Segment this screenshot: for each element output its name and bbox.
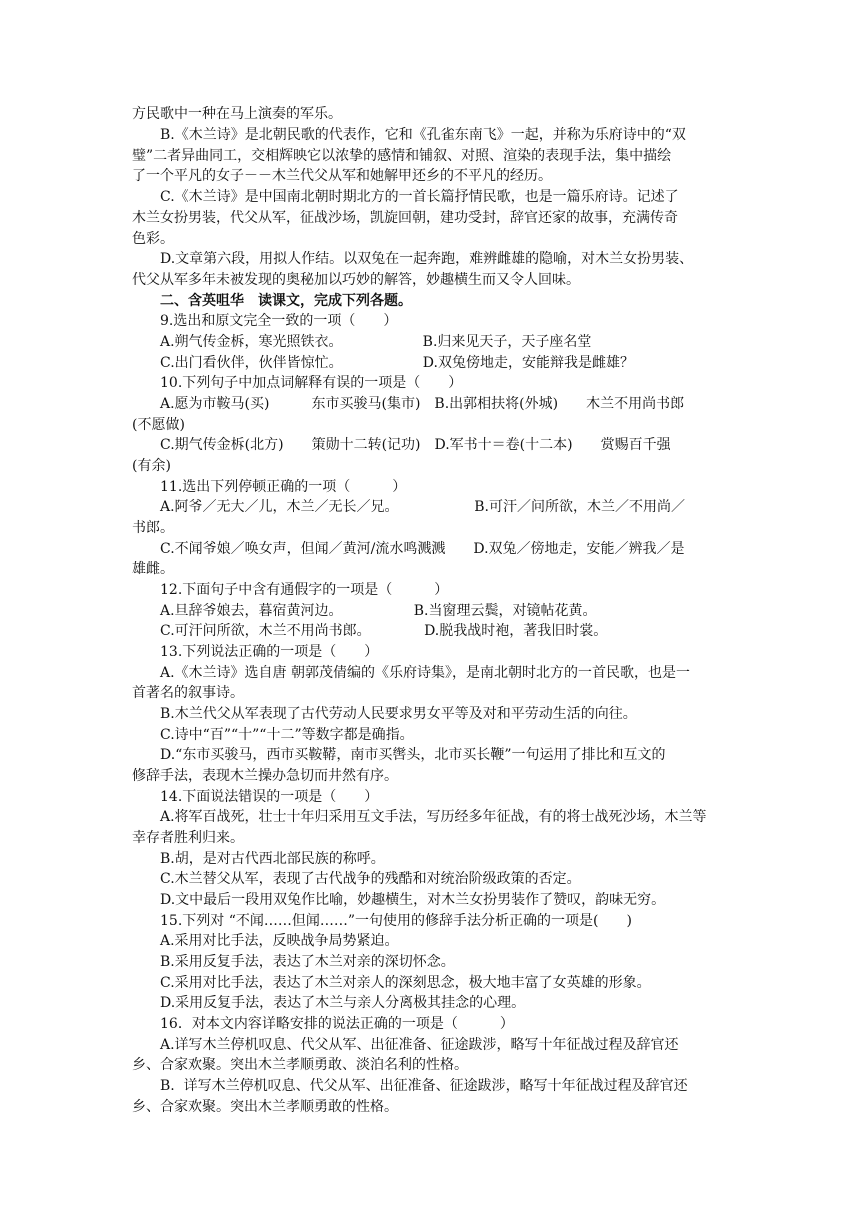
option-line: A.阿爷／无大／儿，木兰／无长／兄。 B.可汗／问所欲，木兰／不用尚／ bbox=[160, 499, 685, 515]
option-line: A.《木兰诗》选自唐 朝郭茂倩编的《乐府诗集》，是南北朝时北方的一首民歌，也是一 bbox=[160, 665, 691, 681]
option-line: B.木兰代父从军表现了古代劳动人民要求男女平等及对和平劳动生活的向往。 bbox=[160, 706, 637, 722]
option-line: C.可汗问所欲，木兰不用尚书郎。 D.脱我战时袍，著我旧时裳。 bbox=[160, 623, 608, 639]
option-line: C.木兰替父从军，表现了古代战争的残酷和对统治阶级政策的否定。 bbox=[160, 871, 581, 887]
option-line: 幸存者胜利归来。 bbox=[132, 830, 244, 846]
text-line: C.《木兰诗》是中国南北朝时期北方的一首长篇抒情民歌，也是一篇乐府诗。记述了 bbox=[160, 189, 679, 205]
option-line: (有余) bbox=[132, 458, 171, 474]
option-line: A.朔气传金柝，寒光照铁衣。 B.归来见天子，天子座名堂 bbox=[160, 334, 592, 350]
question-13: 13.下列说法正确的一项是（ ） bbox=[160, 644, 379, 660]
text-line: 色彩。 bbox=[132, 231, 174, 247]
option-line: C.出门看伙伴，伙伴皆惊忙。 D.双兔傍地走，安能辩我是雌雄？ bbox=[160, 355, 634, 371]
section-heading: 二、含英咀华 读课文，完成下列各题。 bbox=[160, 293, 412, 309]
option-line: B.胡，是对古代西北部民族的称呼。 bbox=[160, 851, 385, 867]
option-line: C.不闻爷娘／唤女声，但闻／黄河/流水鸣溅溅 D.双兔／傍地走，安能／辨我／是 bbox=[160, 541, 685, 557]
option-line: 乡、合家欢聚。突出木兰孝顺勇敢、淡泊名利的性格。 bbox=[132, 1057, 468, 1073]
option-line: B. 详写木兰停机叹息、代父从军、出征准备、征途跋涉，略写十年征战过程及辞官还 bbox=[160, 1078, 688, 1094]
text-line: 方民歌中一种在马上演奏的军乐。 bbox=[132, 106, 342, 122]
question-14: 14.下面说法错误的一项是（ ） bbox=[160, 789, 379, 805]
option-line: 乡、合家欢聚。突出木兰孝顺勇敢的性格。 bbox=[132, 1099, 398, 1115]
option-line: A.旦辞爷娘去，暮宿黄河边。 B.当窗理云鬓，对镜帖花黄。 bbox=[160, 603, 597, 619]
text-line: 木兰女扮男装，代父从军，征战沙场，凯旋回朝，建功受封，辞官还家的故事，充满传奇 bbox=[132, 210, 678, 226]
option-line: 首著名的叙事诗。 bbox=[132, 685, 244, 701]
option-line: C.采用对比手法，表达了木兰对亲人的深刻思念，极大地丰富了女英雄的形象。 bbox=[160, 975, 651, 991]
option-line: C.诗中“百”“十”“十二”等数字都是确指。 bbox=[160, 727, 414, 743]
text-line: 代父从军多年未被发现的奥秘加以巧妙的解答，妙趣横生而又令人回味。 bbox=[132, 272, 580, 288]
option-line: A.愿为市鞍马(买) 东市买骏马(集市) B.出郭相扶将(外城) 木兰不用尚书郎 bbox=[160, 396, 685, 412]
question-16: 16．对本文内容详略安排的说法正确的一项是（ ） bbox=[160, 1016, 514, 1032]
option-line: D.采用反复手法，表达了木兰与亲人分离极其挂念的心理。 bbox=[160, 995, 526, 1011]
option-line: B.采用反复手法，表达了木兰对亲的深切怀念。 bbox=[160, 954, 455, 970]
option-line: 雄雌。 bbox=[132, 561, 174, 577]
option-line: A.详写木兰停机叹息、代父从军、出征准备、征途跋涉，略写十年征战过程及辞官还 bbox=[160, 1037, 679, 1053]
text-line: D.文章第六段，用拟人作结。以双兔在一起奔跑，难辨雌雄的隐喻，对木兰女扮男装、 bbox=[160, 251, 694, 267]
text-line: B.《木兰诗》是北朝民歌的代表作，它和《孔雀东南飞》一起，并称为乐府诗中的“双 bbox=[160, 127, 686, 143]
option-line: A.将军百战死，壮士十年归采用互文手法，写历经多年征战，有的将士战死沙场，木兰等 bbox=[160, 809, 707, 825]
text-line: 璧”二者异曲同工，交相辉映它以浓挚的感情和铺叙、对照、渲染的表现手法，集中描绘 bbox=[132, 148, 672, 164]
option-line: (不愿做) bbox=[132, 417, 185, 433]
option-line: A.采用对比手法，反映战争局势紧迫。 bbox=[160, 933, 399, 949]
question-10: 10.下列句子中加点词解释有误的一项是（ ） bbox=[160, 375, 463, 391]
question-9: 9.选出和原文完全一致的一项（ ） bbox=[160, 313, 398, 329]
question-15: 15.下列对 “不闻……但闻……”一句使用的修辞手法分析正确的一项是( ) bbox=[160, 913, 632, 929]
option-line: 书郎。 bbox=[132, 520, 174, 536]
option-line: 修辞手法，表现木兰操办急切而井然有序。 bbox=[132, 768, 398, 784]
question-11: 11.选出下列停顿正确的一项（ ） bbox=[160, 479, 407, 495]
question-12: 12.下面句子中含有通假字的一项是（ ） bbox=[160, 582, 449, 598]
text-line: 了一个平凡的女子－－木兰代父从军和她解甲还乡的不平凡的经历。 bbox=[132, 168, 552, 184]
option-line: D.“东市买骏马，西市买鞍鞯，南市买辔头，北市买长鞭”一句运用了排比和互文的 bbox=[160, 747, 666, 763]
option-line: D.文中最后一段用双兔作比喻，妙趣横生，对木兰女扮男装作了赞叹，韵味无穷。 bbox=[160, 892, 666, 908]
option-line: C.期气传金柝(北方) 策勋十二转(记功) D.军书十＝卷(十二本) 赏赐百千强 bbox=[160, 437, 671, 453]
